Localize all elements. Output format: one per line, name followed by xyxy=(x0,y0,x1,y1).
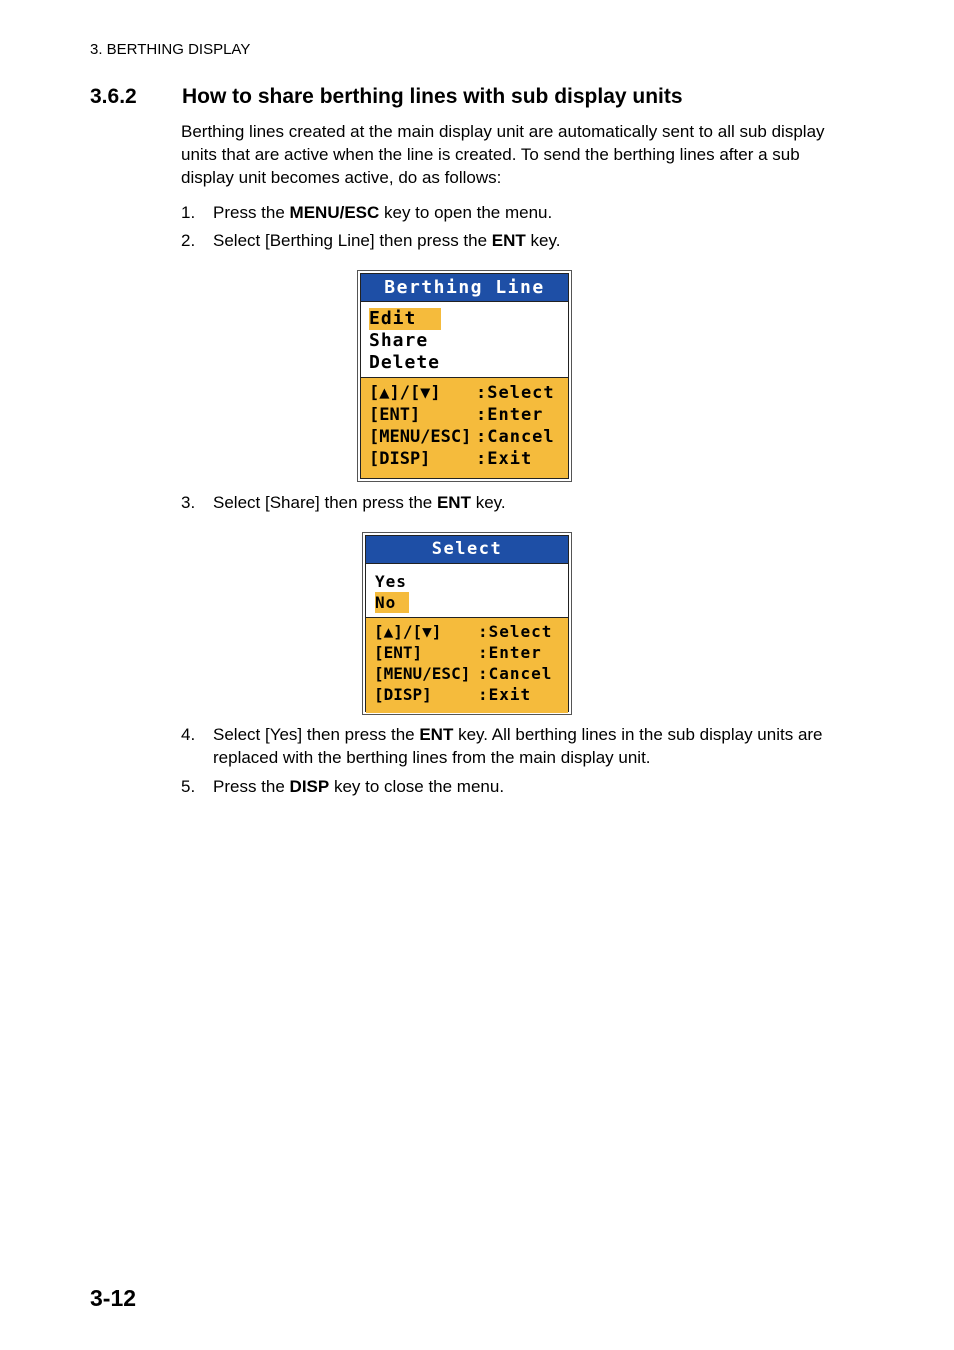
key-guide-row xyxy=(374,663,568,684)
berthing-line-menu xyxy=(357,270,572,482)
select-menu xyxy=(362,532,572,715)
step-text-post: key. xyxy=(470,493,506,512)
key-label: [▲]/[▼] xyxy=(374,622,442,641)
key-name: DISP xyxy=(289,777,330,796)
key-name: ENT xyxy=(419,725,454,744)
running-header: 3. BERTHING DISPLAY xyxy=(90,41,251,58)
key-guide-row xyxy=(374,684,568,705)
step-text xyxy=(213,491,851,514)
menu-item-yes[interactable] xyxy=(375,571,568,592)
menu-item-label: No xyxy=(375,592,409,613)
menu-title: Berthing Line xyxy=(361,274,568,301)
step-text-pre: Press the xyxy=(213,203,290,222)
menu-item-delete[interactable] xyxy=(369,352,568,374)
step-text-post: key to open the menu. xyxy=(379,203,553,222)
step-5 xyxy=(181,775,851,798)
step-text-pre: Select [Share] then press the xyxy=(213,493,437,512)
step-text-post: key to close the menu. xyxy=(329,777,505,796)
key-action: :Select xyxy=(478,622,553,641)
key-action: :Enter xyxy=(478,643,542,662)
menu-item-edit[interactable] xyxy=(369,308,568,330)
menu-item-label: Delete xyxy=(369,352,441,373)
step-text-pre: Select [Yes] then press the xyxy=(213,725,420,744)
key-label: [MENU/ESC] xyxy=(369,427,472,447)
step-2 xyxy=(181,229,851,252)
menu-title: Select xyxy=(366,536,568,563)
step-text xyxy=(213,201,851,224)
page-number: 3-12 xyxy=(90,1285,137,1311)
menu-item-label: Share xyxy=(369,330,429,351)
menu-item-label: Yes xyxy=(375,572,407,591)
step-3 xyxy=(181,491,851,514)
menu-items xyxy=(366,563,568,618)
key-name: ENT xyxy=(436,493,471,512)
step-text-post: key. xyxy=(525,231,561,250)
key-action: :Cancel xyxy=(476,427,555,447)
key-guide xyxy=(361,378,568,478)
section-number: 3.6.2 xyxy=(90,85,137,108)
section-title-text: How to share berthing lines with sub display units xyxy=(182,85,683,108)
step-number: 1. xyxy=(181,203,196,222)
key-guide-row xyxy=(369,404,568,426)
key-guide-row xyxy=(369,382,568,404)
key-label: [DISP] xyxy=(369,449,431,469)
step-number: 2. xyxy=(181,231,196,250)
key-name: MENU/ESC xyxy=(289,203,380,222)
key-label: [▲]/[▼] xyxy=(369,383,441,403)
key-guide-row xyxy=(374,621,568,642)
key-label: [DISP] xyxy=(374,685,432,704)
step-number: 3. xyxy=(181,493,196,512)
menu-item-no[interactable] xyxy=(375,592,568,613)
intro-paragraph: Berthing lines created at the main display unit are automatically sent to all sub display units that are active when the line is created. To send the berthing lines after a sub display unit becomes active, do as follows: xyxy=(181,122,825,187)
key-action: :Select xyxy=(476,383,555,403)
section-title xyxy=(90,85,683,109)
step-text-post: key. All berthing lines in the sub display units are replaced with the berthing lines from the main display unit. xyxy=(213,725,823,767)
key-guide-row xyxy=(369,448,568,470)
step-text xyxy=(213,229,851,252)
key-label: [MENU/ESC] xyxy=(374,664,471,683)
key-action: :Exit xyxy=(478,685,532,704)
step-1 xyxy=(181,201,851,224)
menu-item-share[interactable] xyxy=(369,330,568,352)
key-name: ENT xyxy=(491,231,526,250)
step-text xyxy=(213,723,851,769)
key-action: :Cancel xyxy=(478,664,553,683)
step-number: 4. xyxy=(181,725,196,744)
key-action: :Enter xyxy=(476,405,544,425)
key-guide-row xyxy=(369,426,568,448)
step-text xyxy=(213,775,851,798)
step-4 xyxy=(181,723,851,769)
key-label: [ENT] xyxy=(369,405,421,425)
step-text-pre: Press the xyxy=(213,777,290,796)
key-action: :Exit xyxy=(476,449,533,469)
menu-item-label: Edit xyxy=(369,308,441,330)
key-label: [ENT] xyxy=(374,643,423,662)
menu-items xyxy=(361,301,568,378)
key-guide xyxy=(366,618,568,713)
step-number: 5. xyxy=(181,777,196,796)
step-text-pre: Select [Berthing Line] then press the xyxy=(213,231,492,250)
key-guide-row xyxy=(374,642,568,663)
